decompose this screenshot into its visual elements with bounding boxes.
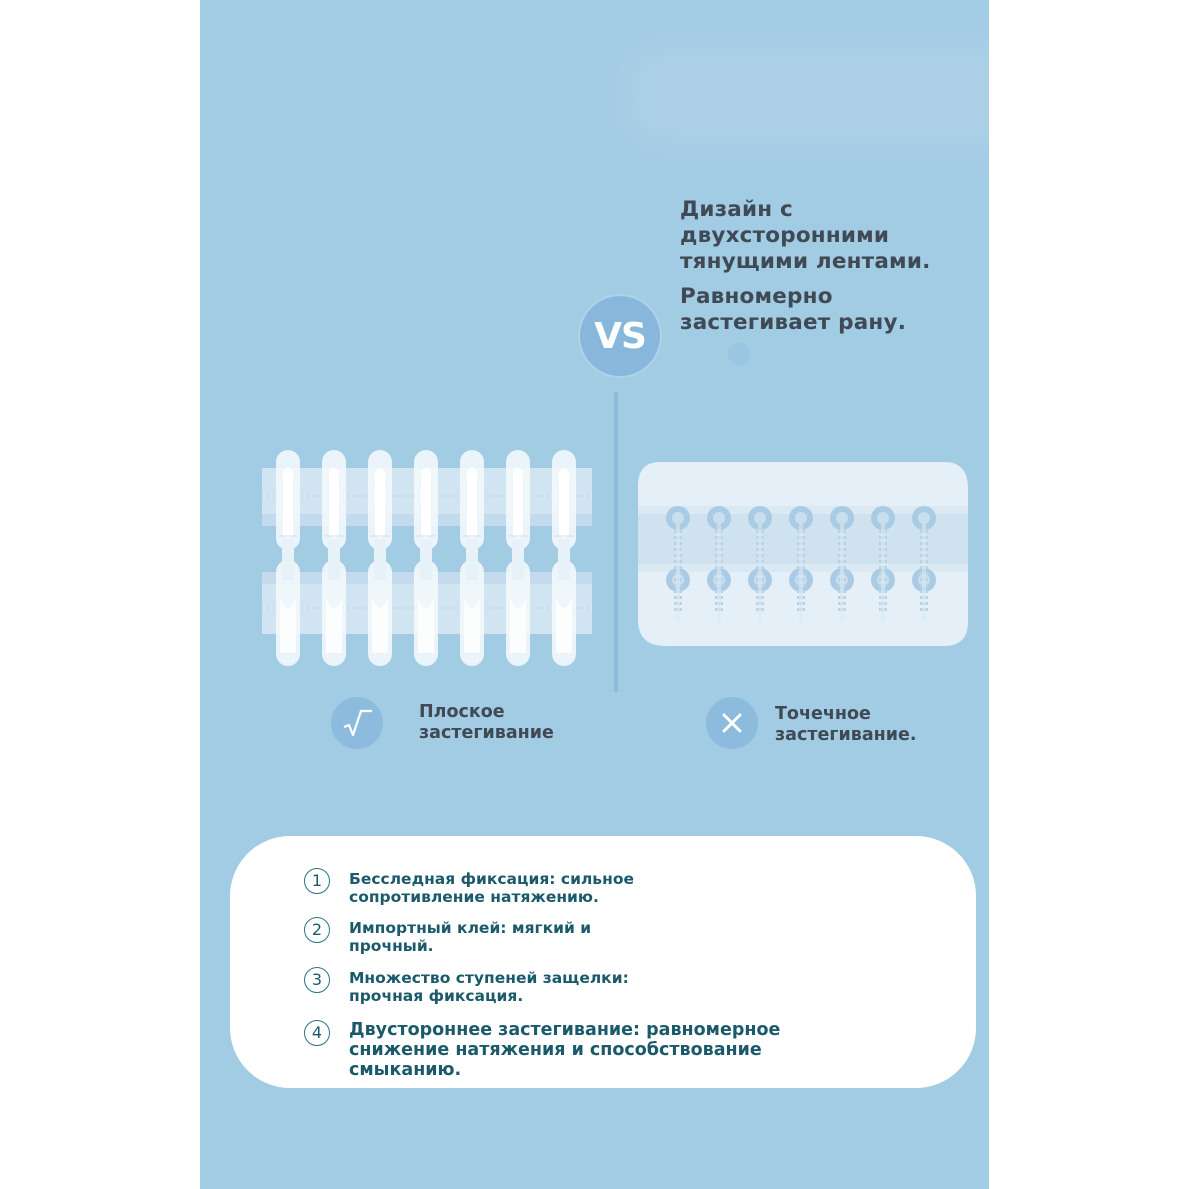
feature-item-1	[304, 870, 634, 906]
vs-badge: VS	[580, 296, 660, 376]
feature-number-3: 3	[304, 967, 330, 993]
left-caption-line-1: Плоское	[419, 702, 505, 722]
decorative-dot	[728, 343, 750, 365]
feature-1-line-2: сопротивление натяжению.	[349, 888, 599, 906]
feature-item-3	[304, 969, 629, 1005]
feature-4-line-3: смыканию.	[349, 1060, 462, 1080]
feature-2-line-2: прочный.	[349, 937, 434, 955]
headline-line-1: Дизайн с	[680, 197, 793, 222]
feature-item-2	[304, 919, 591, 955]
headline-line-3: тянущими лентами.	[680, 249, 931, 274]
right-caption-line-2: застегивание.	[775, 725, 917, 745]
comparison-divider	[614, 392, 618, 692]
blurred-background-strip	[620, 40, 989, 150]
right-caption-line-1: Точечное	[775, 704, 871, 724]
features-card	[230, 836, 976, 1088]
feature-2-line-1: Импортный клей: мягкий и	[349, 919, 592, 937]
headline-line-2: двухсторонними	[680, 223, 890, 248]
cross-icon	[706, 697, 758, 749]
point-closure-illustration	[638, 462, 972, 648]
headline	[680, 197, 930, 336]
feature-item-4	[304, 1020, 780, 1080]
headline-line-5: застегивает рану.	[680, 310, 907, 335]
feature-4-line-1: Двустороннее застегивание: равномерное	[349, 1020, 781, 1040]
feature-number-1: 1	[304, 868, 330, 894]
feature-number-2: 2	[304, 917, 330, 943]
headline-line-4: Равномерно	[680, 284, 833, 309]
flat-closure-illustration	[262, 448, 594, 670]
feature-1-line-1: Бесследная фиксация: сильное	[349, 870, 634, 888]
left-caption-line-2: застегивание	[419, 723, 554, 743]
feature-4-line-2: снижение натяжения и способствование	[349, 1040, 762, 1060]
feature-3-line-1: Множество ступеней защелки:	[349, 969, 629, 987]
feature-3-line-2: прочная фиксация.	[349, 987, 524, 1005]
product-panel	[200, 0, 989, 1189]
left-caption	[419, 702, 554, 744]
checkmark-sqrt-icon	[331, 697, 383, 749]
right-caption	[775, 704, 917, 746]
feature-number-4: 4	[304, 1020, 330, 1046]
